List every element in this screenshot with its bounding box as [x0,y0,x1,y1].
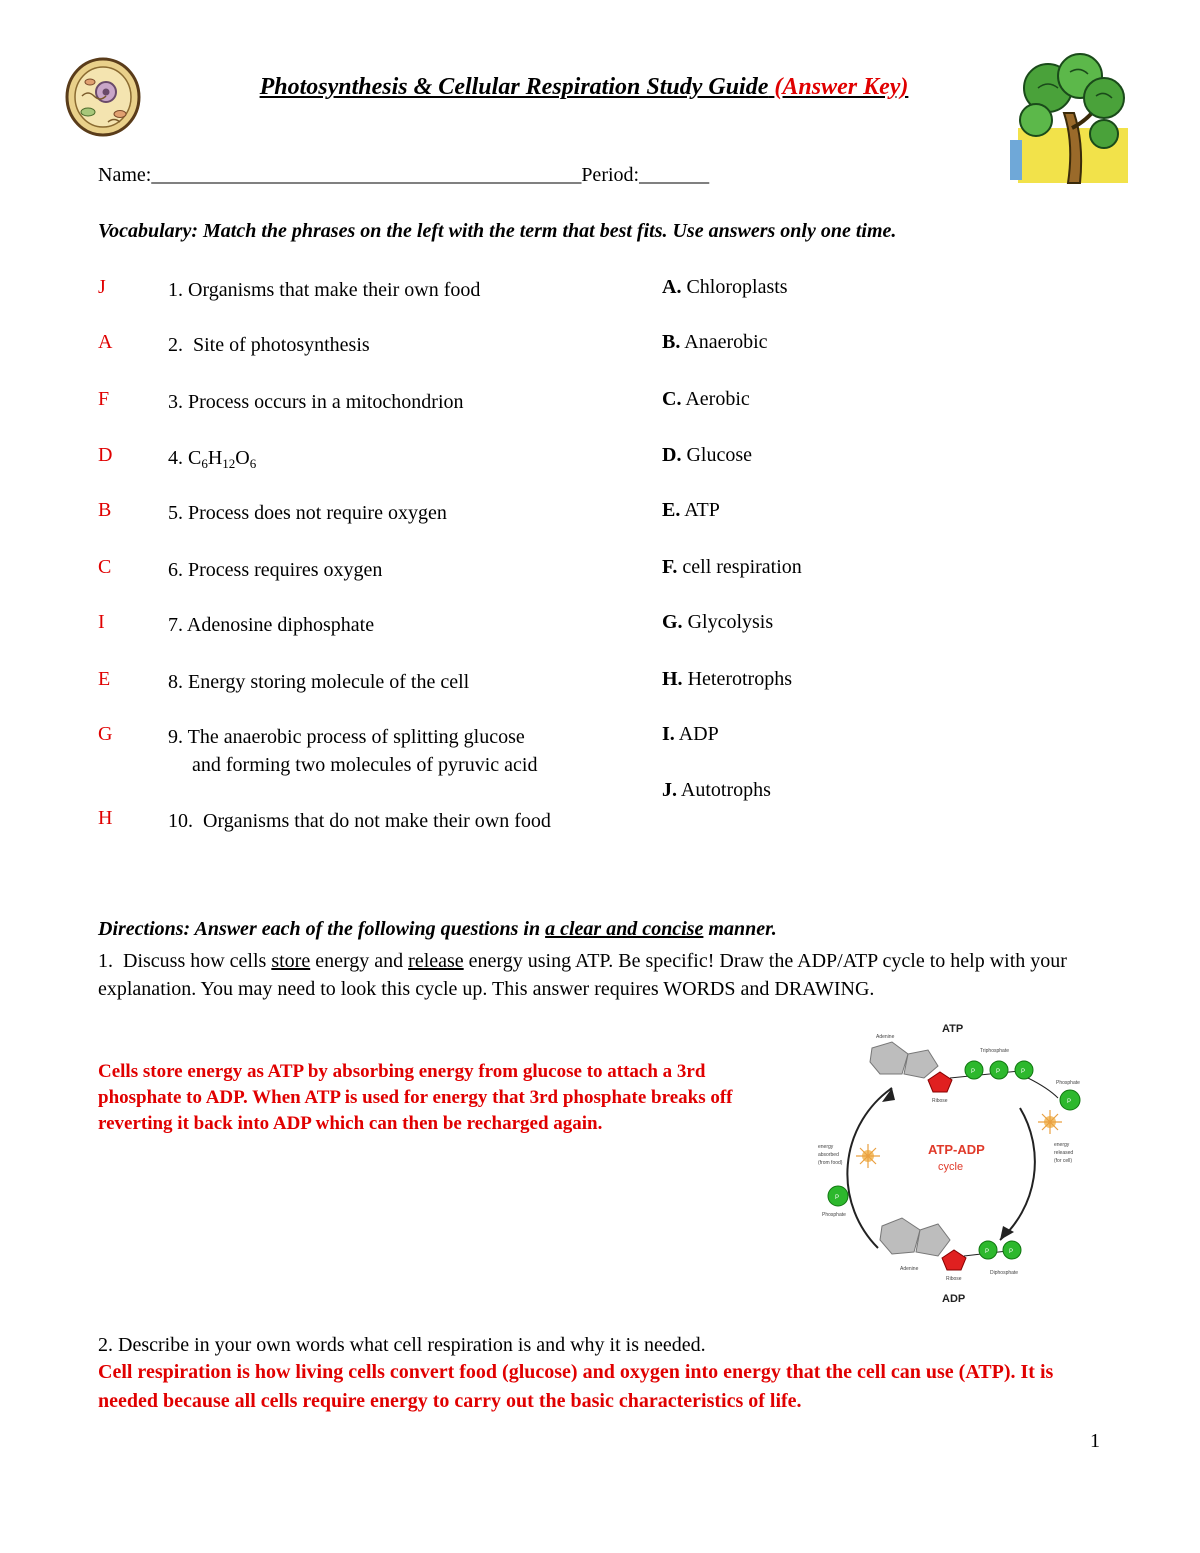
q1-release: release [408,950,464,972]
directions-prefix: Directions: Answer each of the following questions in [98,918,546,940]
option-letter: C. [662,388,682,410]
cycle-title: ATP-ADP [928,1142,985,1157]
q1-store: store [271,950,311,972]
option-term: Aerobic [685,388,750,410]
adp-p1-text: P [985,1249,990,1255]
option-term: cell respiration [682,556,802,578]
answer-6: C [98,556,112,578]
cycle-arrow-right [1000,1108,1035,1240]
formula-h: H [207,447,223,469]
option-letter: G. [662,611,683,633]
incoming-phosphate-label: Phosphate [822,1212,846,1218]
atp-adenine-label: Adenine [876,1034,895,1040]
option-letter: A. [662,276,682,298]
release-arrow [1028,1078,1058,1098]
released-p-text: P [1067,1099,1072,1105]
vocab-instructions: Vocabulary: Match the phrases on the left with the term that best fits. Use answers only one time. [98,220,897,242]
energy-absorbed-2: absorbed [818,1152,839,1158]
answer-9: G [98,723,113,745]
answer-7: I [98,611,105,633]
atp-p3-text: P [1021,1069,1026,1075]
atp-ribose-label: Ribose [932,1098,948,1104]
option-h [662,668,792,691]
atp-adenine-ring-2 [904,1050,938,1078]
question-10: 10. Organisms that do not make their own food [168,810,551,832]
option-letter: F. [662,556,678,578]
adp-ribose [942,1250,966,1270]
diphosphate-label: Diphosphate [990,1270,1019,1276]
option-term: Autotrophs [680,779,771,801]
answer-1: J [98,276,106,298]
triphosphate-label: Triphosphate [980,1048,1009,1054]
energy-released-2: released [1054,1150,1074,1156]
q1-part1: 1. Discuss how cells [98,950,272,972]
q1-part3: energy using ATP. Be specific! Draw the ADP/ATP cycle to help with your explanation. You may need to look this cycle up. This answer requires WORDS and DRAWING. [98,950,1072,1000]
directions [98,918,777,941]
question-1: 1. Organisms that make their own food [168,279,481,301]
option-letter: E. [662,499,681,521]
energy-absorbed-3: (from food) [818,1160,843,1166]
directions-underlined: a clear and concise [545,918,704,940]
formula-c: C [188,447,202,469]
option-term: ATP [684,499,720,521]
question-2: 2. Site of photosynthesis [168,334,370,356]
question-9-line2: and forming two molecules of pyruvic acid [192,754,538,776]
option-term: Heterotrophs [687,668,792,690]
question-4-number: 4. [168,447,188,469]
period-label: Period: [581,164,640,186]
answer-4: D [98,444,113,466]
option-c [662,388,750,411]
cycle-subtitle: cycle [938,1161,964,1173]
adp-adenine-ring-2 [916,1224,950,1256]
atp-p1-text: P [971,1069,976,1075]
question-1-prompt [98,947,1108,1003]
name-label: Name: [98,164,152,186]
question-1-answer: Cells store energy as ATP by absorbing energy from glucose to attach a 3rd phosphate to ADP. When ATP is used for energy that 3rd phosphate breaks off reverting it back into ADP which can then be recharged again. [98,1061,733,1134]
adp-adenine-label: Adenine [900,1266,919,1272]
question-6: 6. Process requires oxygen [168,559,383,581]
question-4 [168,444,256,478]
answer-3: F [98,388,110,410]
formula-o: O [235,447,250,469]
option-e [662,499,720,522]
option-term: Anaerobic [684,331,768,353]
question-2-prompt: 2. Describe in your own words what cell respiration is and why it is needed. [98,1334,706,1356]
answer-10: H [98,807,113,829]
question-3: 3. Process occurs in a mitochondrion [168,391,464,413]
answer-2: A [98,331,113,353]
option-letter: I. [662,723,675,745]
page-number: 1 [1090,1430,1100,1452]
incoming-p-text: P [835,1195,840,1201]
period-blank[interactable]: _______ [639,164,710,186]
option-a [662,276,788,299]
name-blank[interactable]: ___________________________________________ [151,164,582,186]
cycle-arrow-left [847,1088,892,1248]
tree-clipart [1008,48,1138,188]
option-letter: B. [662,331,681,353]
option-letter: H. [662,668,683,690]
title-answer-key: (Answer Key) [774,74,909,100]
question-9: 9. The anaerobic process of splitting glucose [168,726,525,748]
answer-5: B [98,499,112,521]
energy-absorbed-1: energy [818,1144,834,1150]
option-g [662,611,773,634]
option-j [662,779,771,802]
adp-label: ADP [942,1293,966,1305]
atp-adenine-ring [870,1042,908,1074]
question-7: 7. Adenosine diphosphate [168,614,375,636]
option-term: ADP [678,723,719,745]
energy-absorbed-burst [856,1144,880,1168]
page-title [0,74,1168,101]
answer-8: E [98,668,111,690]
formula-c-sub: 6 [201,456,208,471]
option-term: Glucose [686,444,752,466]
directions-suffix: manner. [703,918,777,940]
adp-p2-text: P [1009,1249,1014,1255]
title-text: Photosynthesis & Cellular Respiration Study Guide [259,74,769,100]
adp-adenine-ring [880,1218,920,1254]
option-i [662,723,719,746]
q1-part2: energy and [310,950,409,972]
atp-ribose [928,1072,952,1092]
question-2-answer: Cell respiration is how living cells convert food (glucose) and oxygen into energy that the cell can use (ATP). It is needed because all cells require energy to carry out the basic characteristics of life. [98,1361,1054,1412]
option-b [662,331,768,354]
name-period-line [98,164,709,187]
energy-released-3: (for cell) [1054,1158,1073,1164]
energy-released-1: energy [1054,1142,1070,1148]
question-8: 8. Energy storing molecule of the cell [168,671,470,693]
atp-adp-cycle-diagram [800,1018,1105,1310]
adp-ribose-label: Ribose [946,1276,962,1282]
atp-p2-text: P [996,1069,1001,1075]
option-f [662,556,802,579]
energy-released-burst [1038,1110,1062,1134]
option-term: Glycolysis [687,611,774,633]
option-letter: J. [662,779,677,801]
option-letter: D. [662,444,682,466]
question-5: 5. Process does not require oxygen [168,502,447,524]
option-term: Chloroplasts [686,276,788,298]
released-phosphate-label: Phosphate [1056,1080,1080,1086]
formula-h-sub: 12 [222,456,236,471]
option-d [662,444,752,467]
atp-label: ATP [942,1023,964,1035]
formula-o-sub: 6 [249,456,257,471]
